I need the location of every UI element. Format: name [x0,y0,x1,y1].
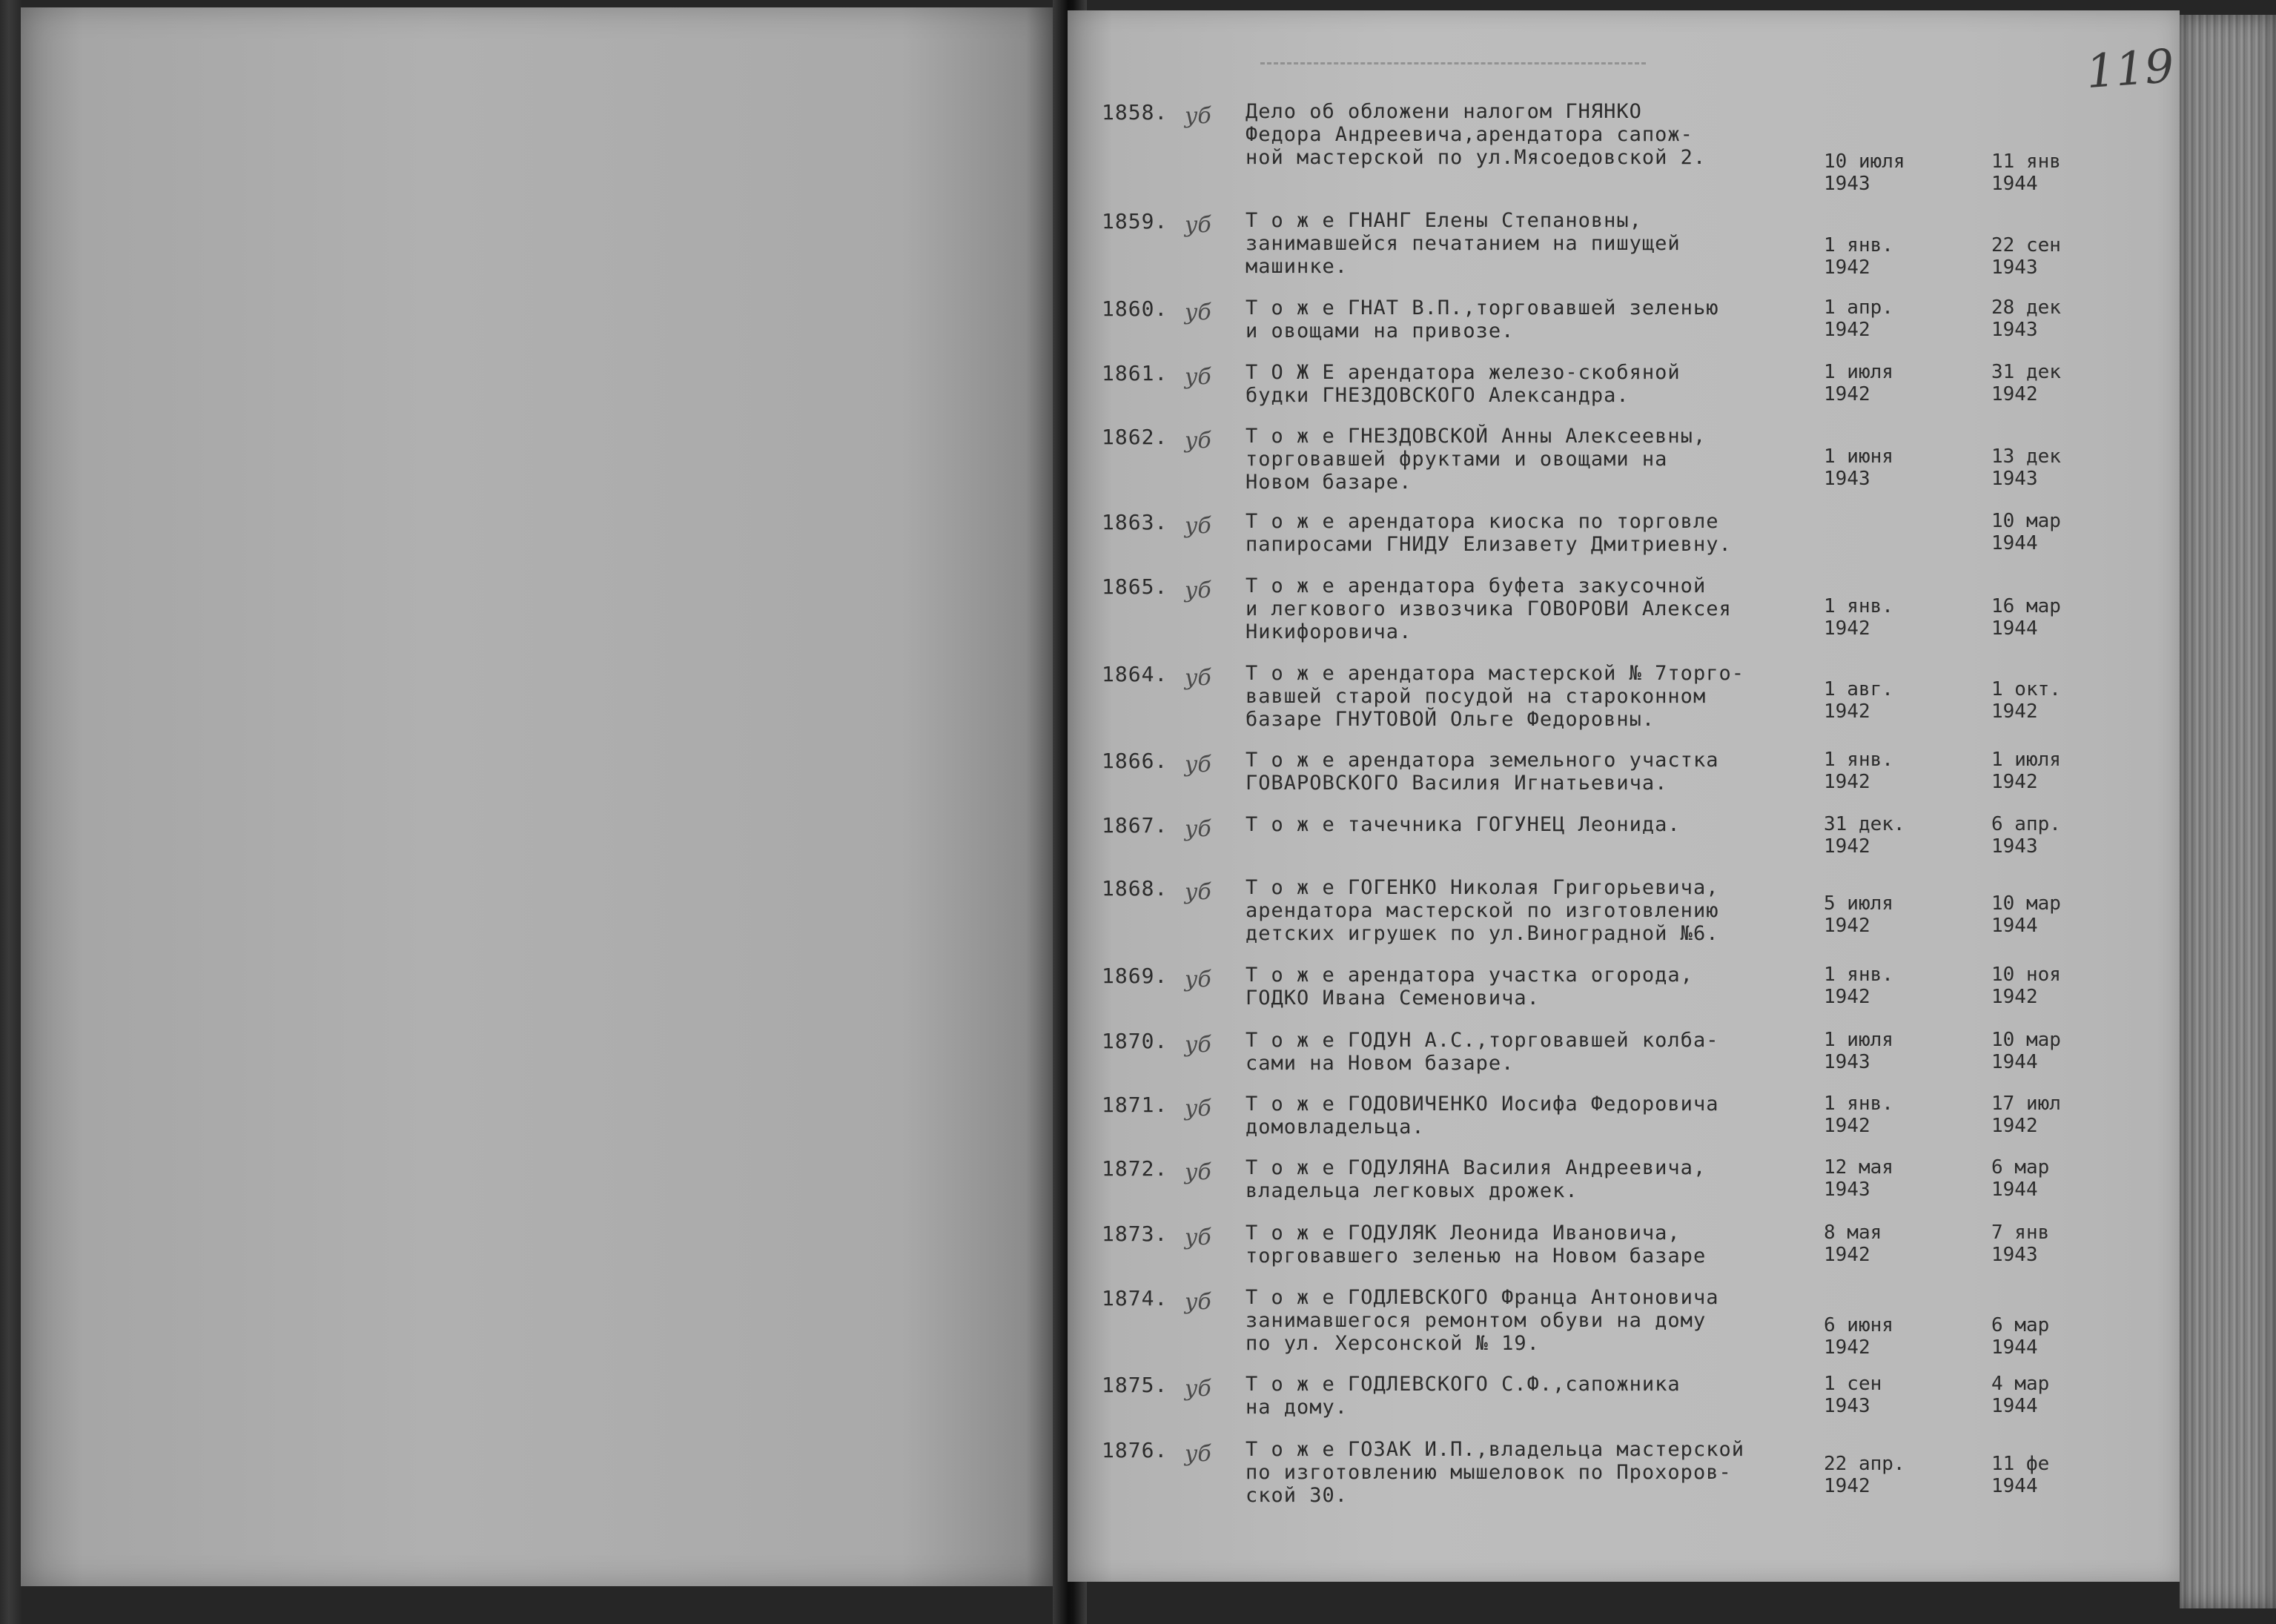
entry-description: Т о ж е арендатора буфета закусочной и легкового извозчика ГОВОРОВИ Алексея Никифоровича. [1245,574,1732,643]
entry-number: 1859. [1102,209,1168,233]
entry-number: 1873. [1102,1222,1168,1246]
handwritten-mark: уб [1185,752,1211,778]
register-entry [1097,574,2165,656]
start-date: 8 мая 1942 [1824,1222,1882,1266]
handwritten-mark: уб [1185,665,1211,691]
register-entry [1097,100,2165,195]
entry-number: 1876. [1102,1438,1168,1462]
start-date: 1 янв. 1942 [1824,749,1893,793]
register-entry [1097,662,2165,743]
entry-description: Т о ж е ГОЗАК И.П.,владельца мастерской по изготовлению мышеловок по Прохоров- ской 30. [1245,1438,1744,1507]
handwritten-mark: уб [1185,879,1211,905]
end-date: 13 дек 1943 [1991,445,2061,490]
handwritten-mark: уб [1185,428,1211,454]
end-date: 6 апр. 1943 [1991,813,2061,858]
start-date: 1 июля 1942 [1824,361,1893,405]
handwritten-mark: уб [1185,1032,1211,1058]
handwritten-mark: уб [1185,967,1211,992]
folio-number: 119 [2084,38,2176,99]
start-date: 1 сен 1943 [1824,1373,1882,1417]
entry-description: Т о ж е ГОДУЛЯНА Василия Андреевича, владельца легковых дрожек. [1245,1156,1707,1202]
entry-number: 1868. [1102,876,1168,901]
entry-description: Т о ж е ГНЕЗДОВСКОЙ Анны Алексеевны, торговавшей фруктами и овощами на Новом базаре. [1245,425,1707,494]
entry-description: Т о ж е ГОДЛЕВСКОГО Франца Антоновича занимавшегося ремонтом обуви на дому по ул. Херсонской № 19. [1245,1286,1719,1355]
start-date: 31 дек. 1942 [1824,813,1905,858]
end-date: 10 мар 1944 [1991,510,2061,554]
handwritten-mark: уб [1185,1224,1211,1250]
end-date: 11 янв 1944 [1991,150,2061,195]
end-date: 17 июл 1942 [1991,1093,2061,1137]
entry-number: 1869. [1102,964,1168,988]
entry-number: 1870. [1102,1029,1168,1053]
register-entry [1097,425,2165,506]
handwritten-mark: уб [1185,816,1211,842]
end-date: 10 мар 1944 [1991,892,2061,937]
entry-description: Т о ж е арендатора мастерской № 7торго- вавшей старой посудой на староконном базаре ГНУТОВОЙ Ольге Федоровны. [1245,662,1744,731]
entry-number: 1875. [1102,1373,1168,1397]
entry-number: 1865. [1102,574,1168,599]
handwritten-mark: уб [1185,1096,1211,1121]
entry-description: Т о ж е арендатора участка огорода, ГОДКО Ивана Семеновича. [1245,964,1693,1010]
entry-description: Т о ж е арендатора земельного участка ГОВАРОВСКОГО Василия Игнатьевича. [1245,749,1719,795]
end-date: 31 дек 1942 [1991,361,2061,405]
handwritten-mark: уб [1185,513,1211,539]
handwritten-mark: уб [1185,577,1211,603]
entry-number: 1871. [1102,1093,1168,1117]
start-date: 6 июня 1942 [1824,1314,1893,1359]
start-date: 1 апр. 1942 [1824,296,1893,341]
register-entry [1097,1286,2165,1368]
end-date: 6 мар 1944 [1991,1314,2050,1359]
end-date: 28 дек 1943 [1991,296,2061,341]
register-entry [1097,1438,2165,1519]
entry-description: Т о ж е ГНАНГ Елены Степановны, занимавшейся печатанием на пишущей машинке. [1245,209,1681,278]
entry-description: Т о ж е ГНАТ В.П.,торговавшей зеленью и овощами на привозе. [1245,296,1719,342]
start-date: 1 янв. 1942 [1824,964,1893,1008]
entry-number: 1860. [1102,296,1168,321]
register-entry [1097,876,2165,958]
entry-number: 1862. [1102,425,1168,449]
entry-number: 1872. [1102,1156,1168,1181]
start-date: 1 янв. 1942 [1824,595,1893,640]
handwritten-mark: уб [1185,1376,1211,1402]
end-date: 16 мар 1944 [1991,595,2061,640]
entry-description: Т о ж е ГОДЛЕВСКОГО С.Ф.,сапожника на дому. [1245,1373,1681,1419]
end-date: 10 ноя 1942 [1991,964,2061,1008]
entry-number: 1861. [1102,361,1168,385]
end-date: 10 мар 1944 [1991,1029,2061,1073]
handwritten-mark: уб [1185,1159,1211,1185]
handwritten-mark: уб [1185,1441,1211,1467]
end-date: 11 фе 1944 [1991,1453,2050,1497]
handwritten-mark: уб [1185,1289,1211,1315]
end-date: 1 окт. 1942 [1991,678,2061,723]
start-date: 1 авг. 1942 [1824,678,1893,723]
end-date: 1 июля 1942 [1991,749,2061,793]
handwritten-mark: уб [1185,364,1211,390]
entry-description: Т о ж е арендатора киоска по торговле папиросами ГНИДУ Елизавету Дмитриевну. [1245,510,1732,556]
entry-description: Т о ж е ГОДУЛЯК Леонида Ивановича, торговавшего зеленью на Новом базаре [1245,1222,1707,1267]
handwritten-mark: уб [1185,212,1211,238]
entry-number: 1863. [1102,510,1168,534]
start-date: 1 июля 1943 [1824,1029,1893,1073]
entry-number: 1867. [1102,813,1168,838]
entry-number: 1858. [1102,100,1168,125]
entry-description: Т о ж е ГОДОВИЧЕНКО Иосифа Федоровича домовладельца. [1245,1093,1719,1139]
start-date: 12 мая 1943 [1824,1156,1893,1201]
register-entry [1097,209,2165,291]
entry-description: Т О Ж Е арендатора железо-скобяной будки ГНЕЗДОВСКОГО Александра. [1245,361,1681,407]
entry-description: Т о ж е ГОГЕНКО Николая Григорьевича, арендатора мастерской по изготовлению детских игрушек по ул.Виноградной №6. [1245,876,1719,945]
entry-description: Дело об обложени налогом ГНЯНКО Федора Андреевича,арендатора сапож- ной мастерской по ул.Мясоедовской 2. [1245,100,1707,169]
entry-number: 1864. [1102,662,1168,686]
handwritten-mark: уб [1185,103,1211,129]
handwritten-mark: уб [1185,299,1211,325]
start-date: 5 июля 1942 [1824,892,1893,937]
end-date: 7 янв 1943 [1991,1222,2050,1266]
start-date: 1 янв. 1942 [1824,234,1893,279]
end-date: 22 сен 1943 [1991,234,2061,279]
start-date: 22 апр. 1942 [1824,1453,1905,1497]
entry-number: 1874. [1102,1286,1168,1310]
start-date: 1 июня 1943 [1824,445,1893,490]
entry-number: 1866. [1102,749,1168,773]
end-date: 6 мар 1944 [1991,1156,2050,1201]
end-date: 4 мар 1944 [1991,1373,2050,1417]
start-date: 10 июля 1943 [1824,150,1905,195]
start-date: 1 янв. 1942 [1824,1093,1893,1137]
entry-description: Т о ж е ГОДУН А.С.,торговавшей колба- сами на Новом базаре. [1245,1029,1719,1075]
entry-description: Т о ж е тачечника ГОГУНЕЦ Леонида. [1245,813,1681,836]
